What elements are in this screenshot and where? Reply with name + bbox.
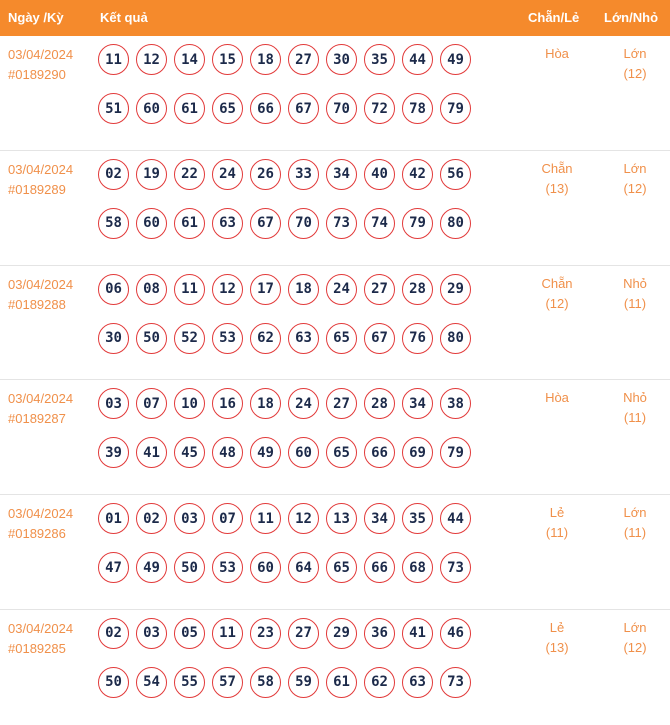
number-ball: 10 [174,388,205,419]
number-ball: 18 [250,388,281,419]
number-ball: 49 [250,437,281,468]
number-ball: 14 [174,44,205,75]
number-ball: 62 [364,667,395,698]
draw-number-link[interactable]: #0189288 [8,296,66,312]
even-odd-label: Hòa [545,390,569,406]
number-ball: 50 [174,552,205,583]
draw-date: 03/04/2024 [8,391,74,407]
number-ball: 52 [174,323,205,354]
number-ball: 35 [364,44,395,75]
number-ball: 73 [440,667,471,698]
number-ball: 44 [402,44,433,75]
number-ball: 42 [402,159,433,190]
number-ball: 79 [402,208,433,239]
number-ball: 34 [326,159,357,190]
result-balls [98,44,478,142]
number-ball: 02 [98,159,129,190]
big-small-label: Lớn [623,160,647,176]
number-ball: 27 [364,274,395,305]
number-ball: 40 [364,159,395,190]
result-balls [98,503,478,601]
number-ball: 66 [364,437,395,468]
ball-line [98,667,478,699]
number-ball: 27 [288,44,319,75]
number-ball: 12 [212,274,243,305]
number-ball: 12 [136,44,167,75]
even-odd-stat [522,44,592,64]
ball-line [98,437,478,469]
number-ball: 24 [326,274,357,305]
result-row [0,380,670,495]
ball-line [98,208,478,240]
number-ball: 67 [364,323,395,354]
number-ball: 61 [326,667,357,698]
number-ball: 60 [136,208,167,239]
big-small-count: (11) [623,410,647,426]
number-ball: 28 [364,388,395,419]
even-odd-label: Chẵn [541,275,573,291]
number-ball: 46 [440,618,471,649]
number-ball: 73 [326,208,357,239]
even-odd-stat [522,274,592,314]
number-ball: 11 [98,44,129,75]
number-ball: 16 [212,388,243,419]
number-ball: 34 [364,503,395,534]
number-ball: 74 [364,208,395,239]
big-small-count: (12) [623,66,647,81]
draw-number-link[interactable]: #0189285 [8,640,66,656]
number-ball: 17 [250,274,281,305]
draw-date: 03/04/2024 [8,161,74,177]
big-small-stat [600,618,670,658]
number-ball: 58 [98,208,129,239]
number-ball: 11 [250,503,281,534]
big-small-label: Nhỏ [623,390,647,406]
ball-line [98,323,478,355]
number-ball: 07 [212,503,243,534]
number-ball: 45 [174,437,205,468]
draw-number-link[interactable]: #0189290 [8,67,66,82]
number-ball: 34 [402,388,433,419]
number-ball: 54 [136,667,167,698]
number-ball: 23 [250,618,281,649]
ball-line [98,552,478,584]
number-ball: 41 [136,437,167,468]
number-ball: 03 [136,618,167,649]
number-ball: 18 [250,44,281,75]
number-ball: 03 [174,503,205,534]
number-ball: 02 [98,618,129,649]
number-ball: 68 [402,552,433,583]
number-ball: 12 [288,503,319,534]
big-small-label: Lớn [623,505,647,521]
number-ball: 53 [212,323,243,354]
results-table-header [0,0,670,36]
draw-number-link[interactable]: #0189287 [8,411,66,427]
number-ball: 49 [136,552,167,583]
number-ball: 58 [250,667,281,698]
number-ball: 30 [326,44,357,75]
number-ball: 35 [402,503,433,534]
ball-line [98,159,478,191]
number-ball: 63 [288,323,319,354]
ball-line [98,274,478,306]
number-ball: 65 [212,93,243,124]
number-ball: 22 [174,159,205,190]
number-ball: 27 [326,388,357,419]
number-ball: 66 [250,93,281,124]
even-odd-stat [522,503,592,543]
number-ball: 48 [212,437,243,468]
ball-line [98,618,478,650]
number-ball: 61 [174,208,205,239]
header-even-odd: Chẵn/Lẻ [528,10,580,25]
number-ball: 60 [136,93,167,124]
number-ball: 24 [212,159,243,190]
result-row [0,36,670,151]
even-odd-count: (11) [545,525,569,541]
number-ball: 80 [440,208,471,239]
number-ball: 27 [288,618,319,649]
header-result: Kết quả [100,10,148,25]
draw-date: 03/04/2024 [8,506,74,522]
even-odd-count: (13) [545,639,569,655]
big-small-stat [600,44,670,84]
big-small-label: Lớn [623,619,647,635]
number-ball: 50 [98,667,129,698]
number-ball: 05 [174,618,205,649]
number-ball: 67 [250,208,281,239]
number-ball: 36 [364,618,395,649]
big-small-count: (12) [623,639,647,655]
number-ball: 79 [440,437,471,468]
number-ball: 79 [440,93,471,124]
number-ball: 55 [174,667,205,698]
number-ball: 01 [98,503,129,534]
draw-number-link[interactable]: #0189289 [8,181,66,197]
number-ball: 53 [212,552,243,583]
number-ball: 59 [288,667,319,698]
number-ball: 29 [440,274,471,305]
number-ball: 02 [136,503,167,534]
draw-date: 03/04/2024 [8,47,74,62]
number-ball: 65 [326,437,357,468]
ball-line [98,44,478,76]
number-ball: 56 [440,159,471,190]
number-ball: 41 [402,618,433,649]
number-ball: 57 [212,667,243,698]
number-ball: 29 [326,618,357,649]
number-ball: 44 [440,503,471,534]
result-balls [98,159,478,257]
number-ball: 60 [250,552,281,583]
number-ball: 61 [174,93,205,124]
even-odd-label: Lẻ [549,619,565,635]
number-ball: 07 [136,388,167,419]
number-ball: 51 [98,93,129,124]
big-small-label: Nhỏ [623,275,647,291]
number-ball: 19 [136,159,167,190]
big-small-label: Lớn [623,46,647,61]
number-ball: 70 [288,208,319,239]
result-row [0,495,670,610]
result-balls [98,274,478,372]
number-ball: 33 [288,159,319,190]
even-odd-count: (12) [545,295,569,311]
big-small-stat [600,159,670,199]
number-ball: 72 [364,93,395,124]
ball-line [98,388,478,420]
number-ball: 39 [98,437,129,468]
number-ball: 47 [98,552,129,583]
ball-line [98,93,478,125]
number-ball: 64 [288,552,319,583]
number-ball: 63 [402,667,433,698]
even-odd-count: (13) [545,180,569,196]
number-ball: 49 [440,44,471,75]
big-small-stat [600,503,670,543]
number-ball: 08 [136,274,167,305]
even-odd-stat [522,159,592,199]
draw-date: 03/04/2024 [8,620,74,636]
number-ball: 26 [250,159,281,190]
result-row [0,151,670,266]
big-small-count: (11) [623,295,647,311]
number-ball: 62 [250,323,281,354]
big-small-stat [600,388,670,428]
number-ball: 11 [174,274,205,305]
number-ball: 80 [440,323,471,354]
ball-line [98,503,478,535]
number-ball: 50 [136,323,167,354]
result-row [0,266,670,381]
even-odd-label: Hòa [545,46,569,61]
number-ball: 76 [402,323,433,354]
number-ball: 13 [326,503,357,534]
number-ball: 24 [288,388,319,419]
number-ball: 69 [402,437,433,468]
number-ball: 73 [440,552,471,583]
number-ball: 03 [98,388,129,419]
number-ball: 15 [212,44,243,75]
number-ball: 63 [212,208,243,239]
number-ball: 65 [326,552,357,583]
result-balls [98,618,478,716]
number-ball: 60 [288,437,319,468]
number-ball: 65 [326,323,357,354]
number-ball: 11 [212,618,243,649]
even-odd-stat [522,388,592,408]
number-ball: 78 [402,93,433,124]
result-balls [98,388,478,486]
draw-date: 03/04/2024 [8,276,74,292]
results-table-body [0,36,670,725]
number-ball: 18 [288,274,319,305]
number-ball: 06 [98,274,129,305]
draw-number-link[interactable]: #0189286 [8,526,66,542]
even-odd-label: Chẵn [541,160,573,176]
big-small-count: (11) [623,525,647,541]
number-ball: 66 [364,552,395,583]
big-small-count: (12) [623,180,647,196]
number-ball: 28 [402,274,433,305]
big-small-stat [600,274,670,314]
header-big-small: Lớn/Nhỏ [604,10,659,25]
result-row [0,610,670,725]
header-date-draw: Ngày /Kỳ [8,10,64,25]
number-ball: 30 [98,323,129,354]
number-ball: 70 [326,93,357,124]
number-ball: 38 [440,388,471,419]
even-odd-stat [522,618,592,658]
number-ball: 67 [288,93,319,124]
even-odd-label: Lẻ [549,505,565,521]
